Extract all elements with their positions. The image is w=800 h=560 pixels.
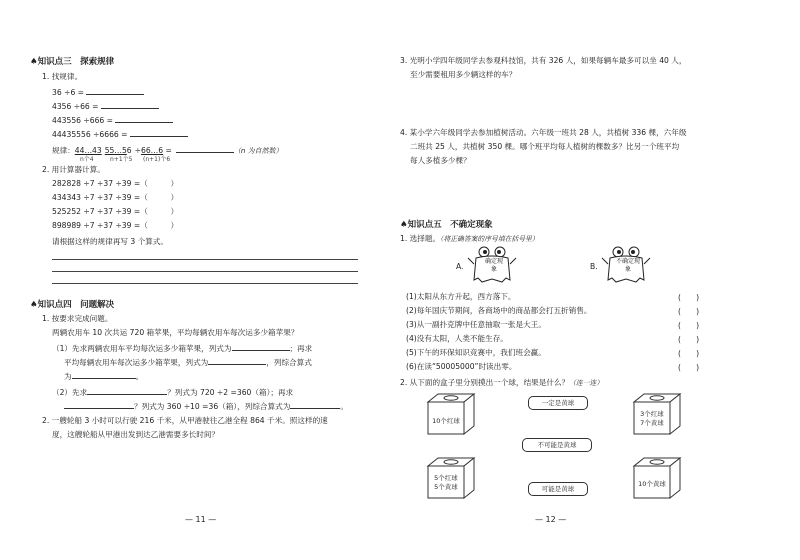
rule-sub-c: (n+1)个6 xyxy=(143,156,171,163)
writing-line[interactable] xyxy=(52,283,358,284)
q2-line-2: 434343 ÷7 ÷37 ÷39 =（ ） xyxy=(52,193,179,202)
page-number: — 12 — xyxy=(535,515,567,524)
answer-blank[interactable] xyxy=(130,128,188,137)
ball-box-1 xyxy=(426,392,476,436)
q1-rule: 规律：44…43 55…56 ÷66…6 = （n 为自然数） xyxy=(52,146,283,155)
p1-sub2-line1: （2）先求 ？列式为 720 ÷2 =360（箱）；再求 xyxy=(52,388,294,397)
p1-sub1-line3: 为 。 xyxy=(64,372,144,381)
writing-line[interactable] xyxy=(52,271,358,272)
answer-blank[interactable] xyxy=(176,144,234,153)
section-3-title: ♠知识点三 探索规律 xyxy=(30,57,115,67)
q2-line-1: 282828 ÷7 ÷37 ÷39 =（ ） xyxy=(52,179,179,188)
answer-paren[interactable]: ( ) xyxy=(678,349,700,358)
box-1-label: 10个红球 xyxy=(432,417,460,425)
q1-line-2: 4356 ÷66 = xyxy=(52,100,159,112)
p1-stem: 1. 按要求完成问题。 xyxy=(42,314,113,323)
q1-line-3: 443556 ÷666 = xyxy=(52,114,173,126)
c2-stem: 2. 从下面的盒子里分别摸出一个球，结果是什么？（连一连） xyxy=(400,378,604,387)
box-3-label-1: 5个红球 xyxy=(434,474,458,482)
answer-blank[interactable] xyxy=(232,342,290,351)
p1-sub1-line2: 平均每辆农用车每次运多少箱苹果，列式为 ，列综合算式 xyxy=(64,358,312,367)
box-4-label: 10个黄球 xyxy=(638,480,666,488)
answer-paren[interactable]: ( ) xyxy=(678,307,700,316)
q1-stem: 1. 找规律。 xyxy=(42,72,83,81)
p1-intro: 两辆农用车 10 次共运 720 箱苹果，平均每辆农用车每次运多少箱苹果？ xyxy=(52,328,299,337)
answer-blank[interactable] xyxy=(86,86,144,95)
rule-sub-a: n个4 xyxy=(80,156,94,163)
rule-sub-b: n+1个5 xyxy=(110,156,133,163)
q4-line2: 二班共 25 人，共植树 350 棵。哪个班平均每人植树的棵数多？比另一个班平均 xyxy=(410,142,680,151)
writing-line[interactable] xyxy=(52,259,358,260)
section-5-title: ♠知识点五 不确定现象 xyxy=(400,220,493,230)
c1-item-3: (3)从一副扑克牌中任意抽取一张是大王。 xyxy=(406,320,546,329)
q4-line1: 4. 某小学六年级同学去参加植树活动。六年级一班共 28 人，共植树 336 棵，六年级 xyxy=(400,128,687,137)
c1-item-6: (6)在读“50005000”时读出零。 xyxy=(406,362,517,371)
answer-paren[interactable]: ( ) xyxy=(678,321,700,330)
page-number: — 11 — xyxy=(185,515,217,524)
answer-blank[interactable] xyxy=(208,356,266,365)
answer-blank[interactable] xyxy=(115,114,173,123)
box-2-label-2: 7个黄球 xyxy=(640,419,664,427)
answer-blank[interactable] xyxy=(87,386,167,395)
answer-paren[interactable]: ( ) xyxy=(678,293,700,302)
q3-line1: 3. 光明小学四年级同学去参观科技馆，共有 326 人，如果每辆车最多可以坐 40 人， xyxy=(400,56,687,65)
q2-tail: 请根据这样的规律再写 3 个算式。 xyxy=(52,237,168,246)
p1-sub2-line2: ？列式为 360 ÷10 =36（箱），列综合算式为 。 xyxy=(64,400,348,412)
p1-sub1-line1: （1）先求两辆农用车平均每次运多少箱苹果，列式为 ；再求 xyxy=(52,344,313,353)
box-3-label-2: 5个黄球 xyxy=(434,483,458,491)
c1-item-2: (2)每年国庆节期间，各商场中的商品都会打五折销售。 xyxy=(406,306,592,315)
q2-stem: 2. 用计算器计算。 xyxy=(42,165,105,174)
c1-item-1: (1)太阳从东方升起，西方落下。 xyxy=(406,292,516,301)
q3-line2: 至少需要租用多少辆这样的车？ xyxy=(410,70,517,79)
q1-line-1: 36 ÷6 = xyxy=(52,86,144,98)
q2-line-4: 898989 ÷7 ÷37 ÷39 =（ ） xyxy=(52,221,179,230)
right-page xyxy=(400,0,800,560)
option-b-label: B. xyxy=(590,262,598,271)
result-possible-yellow[interactable]: 可能是黄球 xyxy=(528,482,588,496)
q2-line-3: 525252 ÷7 ÷37 ÷39 =（ ） xyxy=(52,207,179,216)
q1-line-4: 44435556 ÷6666 = xyxy=(52,128,188,140)
c1-item-5: (5)下午的环保知识竞赛中，我们班会赢。 xyxy=(406,348,546,357)
answer-blank[interactable] xyxy=(72,370,136,379)
p2-line1: 2. 一艘轮船 3 小时可以行驶 216 千米，从甲港驶往乙港全程 864 千米。照这样的速 xyxy=(42,416,328,425)
answer-blank[interactable] xyxy=(101,100,159,109)
option-a-label: A. xyxy=(456,262,464,271)
answer-blank[interactable] xyxy=(64,400,134,409)
p2-line2: 度，这艘轮船从甲港出发到达乙港需要多长时间？ xyxy=(52,430,220,439)
result-impossible-yellow[interactable]: 不可能是黄球 xyxy=(522,438,592,452)
c1-item-4: (4)没有太阳，人类不能生存。 xyxy=(406,334,508,343)
answer-paren[interactable]: ( ) xyxy=(678,335,700,344)
answer-blank[interactable] xyxy=(290,400,340,409)
c1-stem: 1. 选择题。（将正确答案的序号填在括号里） xyxy=(400,234,539,243)
box-2-label-1: 3个红球 xyxy=(640,410,664,418)
section-4-title: ♠知识点四 问题解决 xyxy=(30,300,115,310)
q4-line3: 每人多植多少棵？ xyxy=(410,156,471,165)
indeterminate-label: 不确定现象 xyxy=(615,258,640,273)
determinate-label: 确定现象 xyxy=(484,258,503,273)
result-certain-yellow[interactable]: 一定是黄球 xyxy=(528,396,588,410)
ball-box-4 xyxy=(632,456,682,500)
answer-paren[interactable]: ( ) xyxy=(678,363,700,372)
